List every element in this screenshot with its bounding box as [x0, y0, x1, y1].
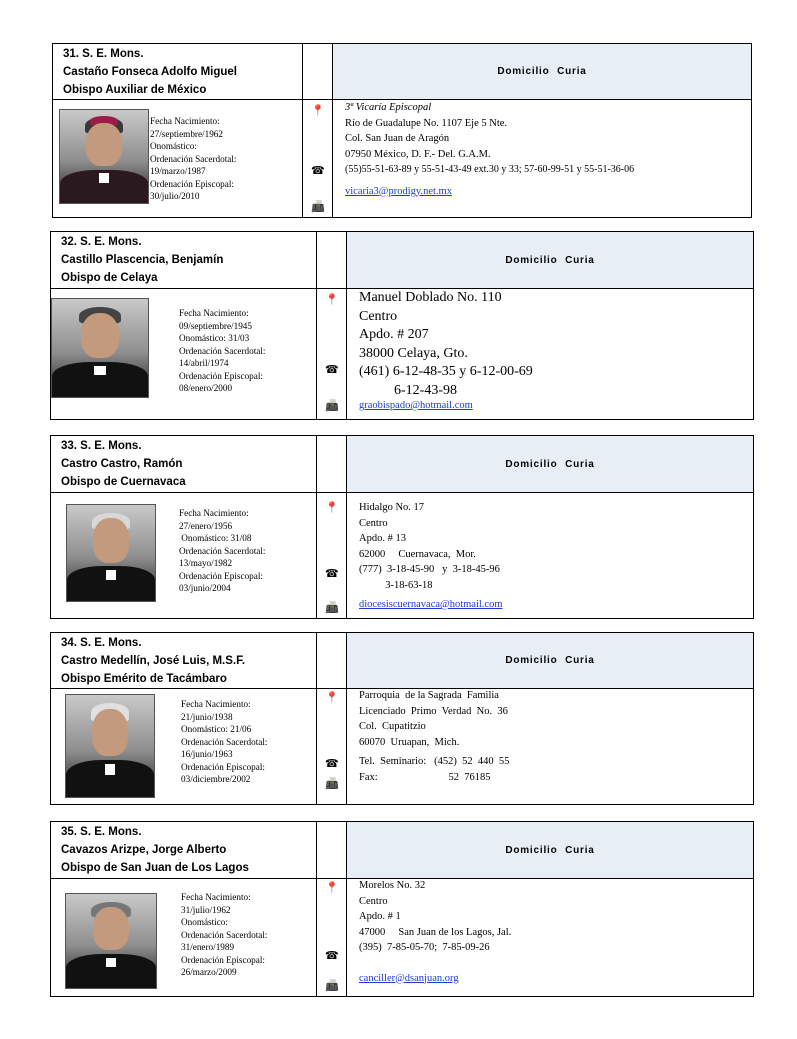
fax-icon: 📠: [325, 777, 339, 790]
bishop-photo: [59, 109, 149, 204]
phone-icon: ☎: [311, 164, 325, 177]
email-link[interactable]: diocesiscuernavaca@hotmail.com: [359, 599, 503, 610]
address-icon: 📍: [325, 293, 339, 306]
address-icon: 📍: [325, 501, 339, 514]
address-icon: 📍: [311, 104, 325, 117]
bishop-card-33: [50, 435, 754, 619]
phone-icon: ☎: [325, 757, 339, 770]
bishop-photo: [65, 893, 157, 989]
bishop-title: Obispo de Cuernavaca: [61, 476, 186, 488]
phone-icon: ☎: [325, 363, 339, 376]
address-block: Hidalgo No. 17 Centro Apdo. # 13 62000 Cuernavaca, Mor. (777) 3-18-45-90 y 3-18-45-96 3-18-63-18 diocesiscuernavaca@hotmail.com: [347, 492, 753, 618]
domicilio-curia-label: Domicilio Curia: [347, 633, 753, 688]
bishop-card-35: [50, 821, 754, 997]
address-block: Parroquia de la Sagrada Familia Licenciado Primo Verdad No. 36 Col. Cupatitzio 60070 Uruapan, Mich. Tel. Seminario: (452) 52 440 55 Fax: 52 76185: [359, 690, 510, 783]
card-header: [51, 822, 753, 879]
email-link[interactable]: canciller@dsanjuan.org: [359, 972, 459, 984]
bishop-number: 34. S. E. Mons.: [61, 637, 142, 649]
bishop-name-block: [51, 436, 317, 492]
card-header: [51, 232, 753, 289]
bishop-title: Obispo Emérito de Tacámbaro: [61, 673, 227, 685]
email-link[interactable]: vicaria3@prodigy.net.mx: [345, 185, 452, 197]
bishop-photo: [66, 504, 156, 602]
bishop-name: Castaño Fonseca Adolfo Miguel: [63, 66, 238, 78]
email-link[interactable]: graobispado@hotmail.com: [359, 400, 473, 411]
card-header: [51, 436, 753, 493]
bishop-dates: Fecha Nacimiento: 09/septiembre/1945 Onomástico: 31/03 Ordenación Sacerdotal: 14/abril/1974 Ordenación Episcopal: 08/enero/2000: [179, 308, 266, 393]
bishop-name-block: [51, 232, 317, 288]
domicilio-curia-label: Domicilio Curia: [347, 232, 753, 288]
card-header: [53, 44, 751, 100]
bishop-dates: Fecha Nacimiento: 27/septiembre/1962 Onomástico: Ordenación Sacerdotal: 19/marzo/1987 Ordenación Episcopal: 30/julio/2010: [150, 116, 237, 201]
bishop-name: Castillo Plascencia, Benjamín: [61, 254, 224, 266]
address-block: 3ª Vicaría Episcopal Río de Guadalupe No. 1107 Eje 5 Nte. Col. San Juan de Aragón 07950 México, D. F.- Del. G.A.M. (55)55-51-63-89 y 55-51-43-49 ext.30 y 33; 57-60-99-51 y 55-51-36-06 vicaria3@prodigy.net.mx: [333, 99, 751, 217]
bishop-name: Cavazos Arizpe, Jorge Alberto: [61, 844, 227, 856]
bishop-number: 32. S. E. Mons.: [61, 236, 142, 248]
bishop-dates: Fecha Nacimiento: 31/julio/1962 Onomástico: Ordenación Sacerdotal: 31/enero/1989 Ordenación Episcopal: 26/marzo/2009: [181, 892, 268, 977]
fax-icon: 📠: [311, 200, 325, 213]
bishop-number: 33. S. E. Mons.: [61, 440, 142, 452]
bishop-name-block: [53, 44, 303, 99]
bishop-number: 35. S. E. Mons.: [61, 826, 142, 838]
bishop-title: Obispo Auxiliar de México: [63, 84, 207, 96]
fax-icon: 📠: [325, 601, 339, 614]
bishop-dates: Fecha Nacimiento: 21/junio/1938 Onomástico: 21/06 Ordenación Sacerdotal: 16/junio/1963 Ordenación Episcopal: 03/diciembre/2002: [181, 699, 268, 784]
address-block: Manuel Doblado No. 110 Centro Apdo. # 207 38000 Celaya, Gto. (461) 6-12-48-35 y 6-12-00-69 6-12-43-98 graobispado@hotmail.com: [347, 288, 753, 419]
bishop-photo: [65, 694, 155, 798]
bishop-name: Castro Castro, Ramón: [61, 458, 183, 470]
phone-icon: ☎: [325, 949, 339, 962]
bishop-photo: [51, 298, 149, 398]
bishop-card-32: [50, 231, 754, 420]
address-icon: 📍: [325, 881, 339, 894]
phone-icon: ☎: [325, 567, 339, 580]
fax-icon: 📠: [325, 399, 339, 412]
bishop-name-block: [51, 822, 317, 878]
bishop-card-31: [52, 43, 752, 218]
domicilio-curia-label: Domicilio Curia: [347, 436, 753, 492]
card-header: [51, 633, 753, 689]
address-block: Morelos No. 32 Centro Apdo. # 1 47000 San Juan de los Lagos, Jal. (395) 7-85-05-70; 7-85-09-26 canciller@dsanjuan.org: [347, 878, 753, 996]
domicilio-curia-label: Domicilio Curia: [333, 44, 751, 99]
bishop-name: Castro Medellín, José Luis, M.S.F.: [61, 655, 246, 667]
bishop-dates: Fecha Nacimiento: 27/enero/1956 Onomástico: 31/08 Ordenación Sacerdotal: 13/mayo/1982 Ordenación Episcopal: 03/junio/2004: [179, 508, 266, 593]
bishop-name-block: [51, 633, 317, 688]
bishop-title: Obispo de Celaya: [61, 272, 158, 284]
fax-icon: 📠: [325, 979, 339, 992]
bishop-title: Obispo de San Juan de Los Lagos: [61, 862, 249, 874]
bishop-number: 31. S. E. Mons.: [63, 48, 144, 60]
bishop-card-34: [50, 632, 754, 805]
address-icon: 📍: [325, 691, 339, 704]
domicilio-curia-label: Domicilio Curia: [347, 822, 753, 878]
